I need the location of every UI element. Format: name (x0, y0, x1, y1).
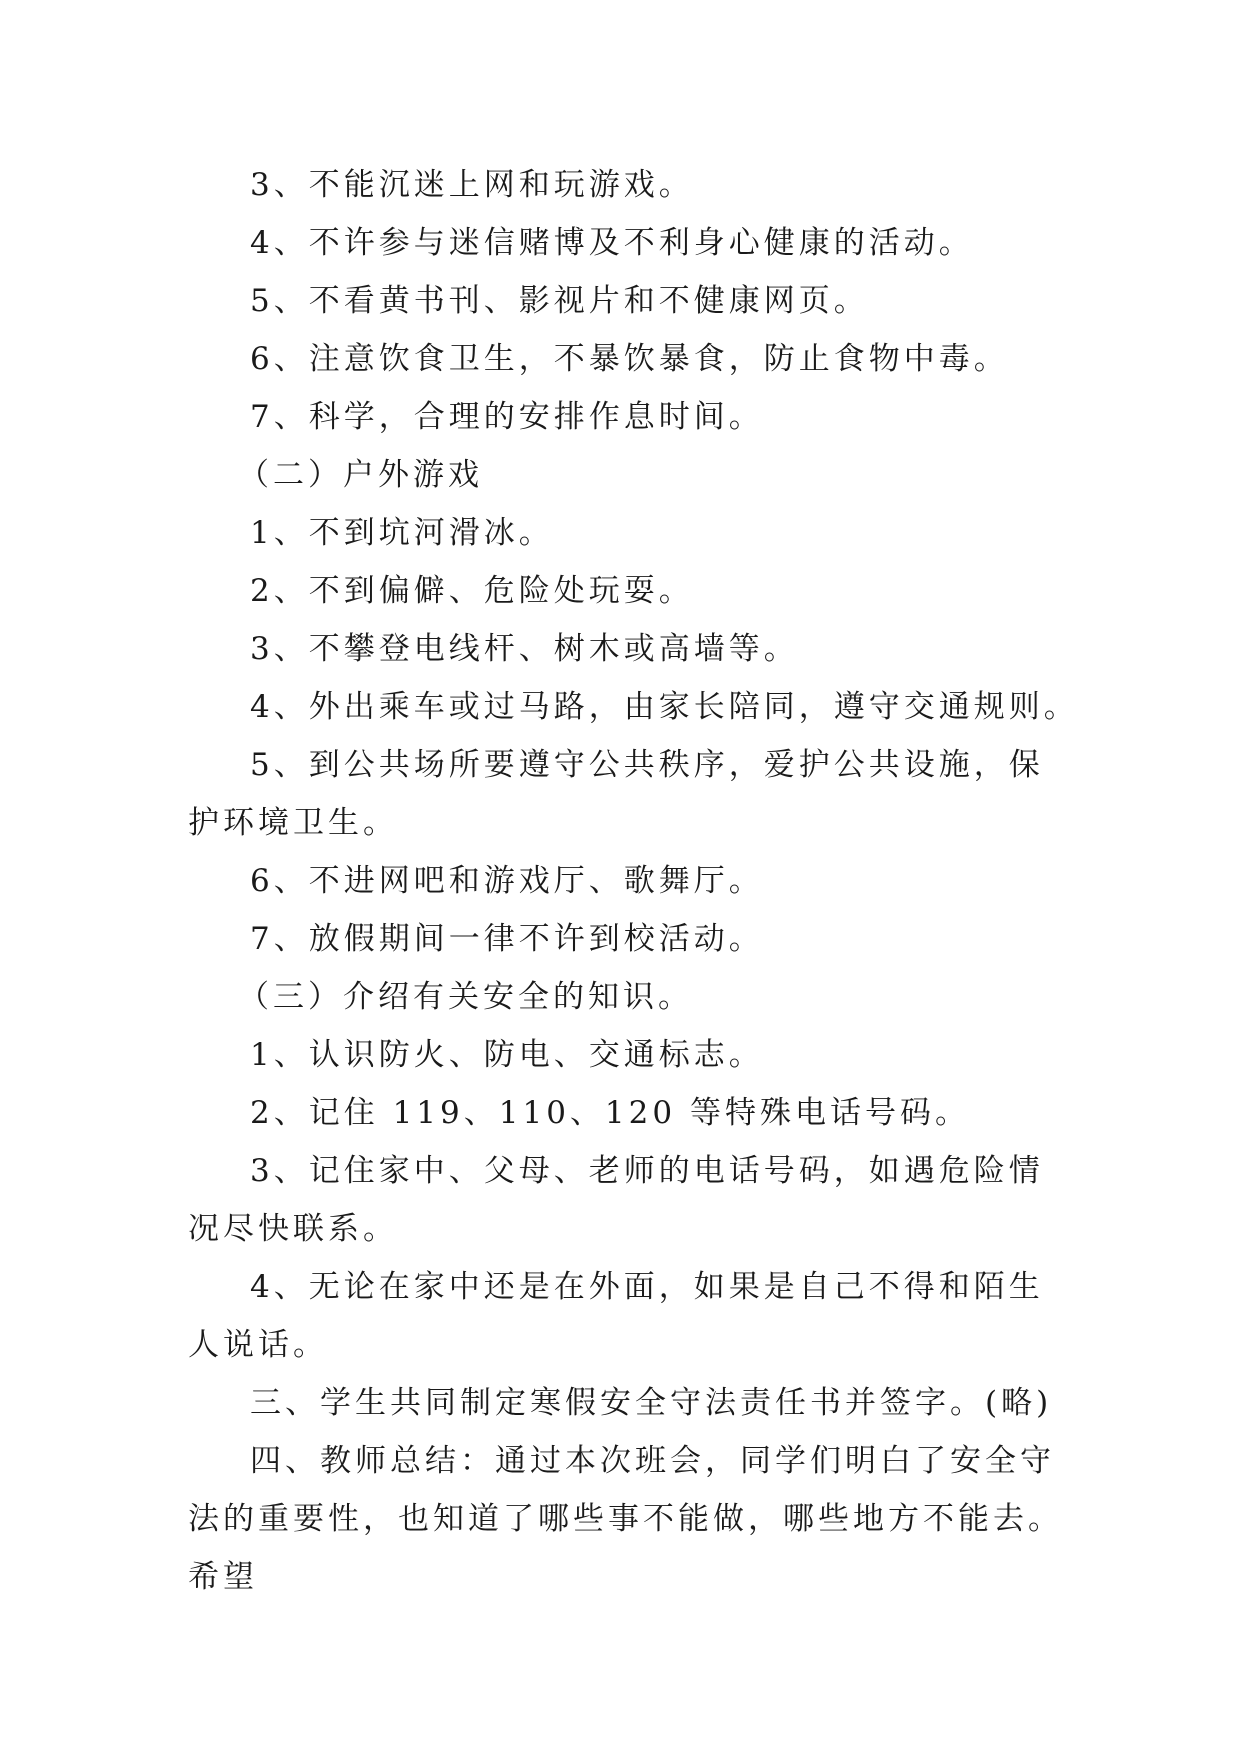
document-body (188, 156, 1079, 1606)
safety-line-1: 1、认识防火、防电、交通标志。 (250, 1037, 764, 1073)
section-heading-outdoor: （二）户外游戏 (238, 457, 483, 493)
rule-line-6-food: 6、注意饮食卫生，不暴饮暴食，防止食物中毒。 (250, 341, 1009, 377)
outdoor-line-7: 7、放假期间一律不许到校活动。 (250, 921, 764, 957)
section-heading-safety: （三）介绍有关安全的知识。 (238, 979, 693, 1015)
outdoor-line-1: 1、不到坑河滑冰。 (250, 515, 554, 551)
rule-line-7-schedule: 7、科学，合理的安排作息时间。 (250, 399, 764, 435)
section-three-pledge: 三、学生共同制定寒假安全守法责任书并签字。(略) (250, 1385, 1053, 1421)
rule-line-4-gambling: 4、不许参与迷信赌博及不利身心健康的活动。 (250, 225, 974, 261)
safety-line-4: 4、无论在家中还是在外面，如果是自己不得和陌生人说话。 (188, 1269, 1044, 1363)
outdoor-line-4: 4、外出乘车或过马路，由家长陪同，遵守交通规则。 (250, 689, 1079, 725)
outdoor-line-2: 2、不到偏僻、危险处玩耍。 (250, 573, 694, 609)
outdoor-line-3: 3、不攀登电线杆、树木或高墙等。 (250, 631, 799, 667)
safety-line-2: 2、记住 119、110、120 等特殊电话号码。 (250, 1095, 970, 1131)
rule-line-5-media: 5、不看黄书刊、影视片和不健康网页。 (250, 283, 869, 319)
outdoor-line-6: 6、不进网吧和游戏厅、歌舞厅。 (250, 863, 764, 899)
rule-line-3-internet: 3、不能沉迷上网和玩游戏。 (250, 167, 694, 203)
section-four-summary: 四、教师总结：通过本次班会，同学们明白了安全守法的重要性，也知道了哪些事不能做，哪些地方不能去。希望 (188, 1443, 1063, 1595)
outdoor-line-5: 5、到公共场所要遵守公共秩序，爱护公共设施，保护环境卫生。 (188, 747, 1044, 841)
safety-line-3: 3、记住家中、父母、老师的电话号码，如遇危险情况尽快联系。 (188, 1153, 1044, 1247)
